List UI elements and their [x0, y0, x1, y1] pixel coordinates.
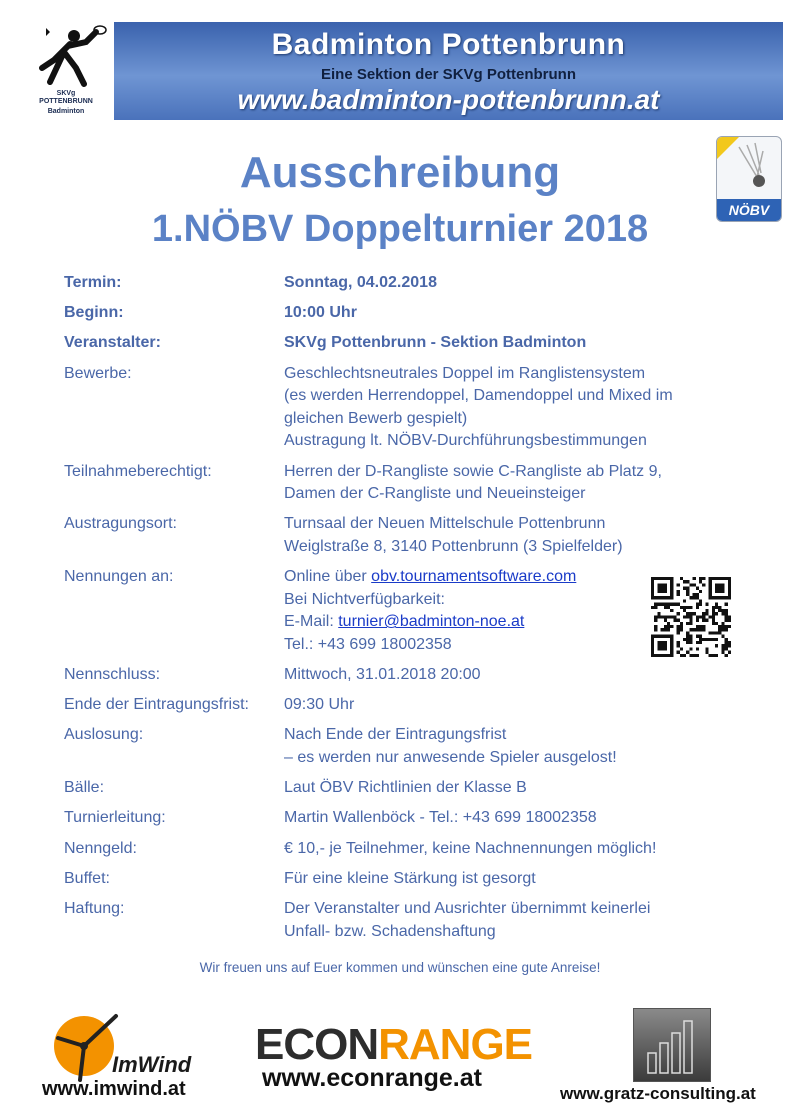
range-text: RANGE — [378, 1020, 533, 1069]
info-value-line: gleichen Bewerb gespielt) — [284, 409, 468, 427]
info-value-line: Für eine kleine Stärkung ist gesorgt — [284, 869, 536, 887]
fallback-text: Bei Nichtverfügbarkeit: — [284, 590, 445, 608]
info-value — [284, 272, 724, 295]
info-label: Turnierleitung: — [64, 809, 166, 827]
info-value — [284, 898, 724, 943]
info-value — [284, 302, 724, 325]
info-value-line: Sonntag, 04.02.2018 — [284, 274, 437, 291]
info-value-line: Turnsaal der Neuen Mittelschule Pottenbrunn — [284, 515, 606, 533]
info-row — [64, 868, 724, 891]
info-row — [64, 724, 724, 769]
econrange-logo — [255, 1020, 532, 1070]
info-value — [284, 807, 724, 830]
info-label: Buffet: — [64, 869, 110, 887]
info-row — [64, 694, 724, 717]
info-row-nennungen — [64, 566, 724, 656]
info-value-line: Nach Ende der Eintragungsfrist — [284, 726, 507, 744]
info-row — [64, 777, 724, 800]
info-label: Beginn: — [64, 304, 124, 322]
logo-line-1: SKVg — [56, 90, 76, 97]
club-logo — [18, 22, 114, 120]
page-title: Ausschreibung — [239, 148, 561, 197]
info-label: Bälle: — [64, 779, 105, 797]
info-row — [64, 807, 724, 830]
info-label: Bewerbe: — [64, 364, 132, 382]
tournament-software-link[interactable]: obv.tournamentsoftware.com — [371, 568, 577, 586]
info-row — [64, 513, 724, 558]
info-row — [64, 664, 724, 687]
gratz-logo — [633, 1008, 711, 1082]
econrange-url[interactable]: www.econrange.at — [262, 1064, 482, 1092]
club-website[interactable]: www.badminton-pottenbrunn.at — [237, 84, 660, 115]
info-label: Nenngeld: — [64, 839, 137, 857]
info-row — [64, 272, 724, 295]
info-value-line: Mittwoch, 31.01.2018 20:00 — [284, 666, 481, 684]
info-row — [64, 332, 724, 355]
info-label: Teilnahmeberechtigt: — [64, 462, 212, 480]
info-label: Austragungsort: — [64, 515, 177, 533]
info-value-line: Herren der D-Rangliste sowie C-Rangliste ab Platz 9, — [284, 462, 662, 480]
info-value — [284, 363, 724, 453]
qr-code[interactable] — [651, 577, 731, 657]
closing-text: Wir freuen uns auf Euer kommen und wünschen eine gute Anreise! — [199, 960, 601, 975]
info-value-line: SKVg Pottenbrunn - Sektion Badminton — [284, 334, 587, 352]
info-row — [64, 302, 724, 325]
info-label: Nennschluss: — [64, 666, 161, 684]
club-subtitle: Eine Sektion der SKVg Pottenbrunn — [320, 66, 577, 83]
info-value — [284, 838, 724, 861]
online-prefix: Online über — [284, 568, 372, 586]
info-value-line: Unfall- bzw. Schadenshaftung — [284, 922, 496, 940]
info-value-line: – es werden nur anwesende Spieler ausgelost! — [284, 749, 617, 767]
noebv-label: NÖBV — [717, 199, 781, 221]
info-value — [284, 724, 724, 769]
info-label: Nennungen an: — [64, 568, 174, 586]
badminton-player-icon — [24, 24, 108, 88]
info-value-line: Martin Wallenböck - Tel.: +43 699 18002358 — [284, 809, 597, 827]
bar-chart-icon — [634, 1009, 710, 1081]
info-value-line: 09:30 Uhr — [284, 696, 355, 714]
info-value — [284, 694, 724, 717]
info-value-line: 10:00 Uhr — [284, 304, 357, 322]
info-label: Termin: — [64, 274, 122, 291]
logo-line-2: POTTENBRUNN — [39, 98, 93, 105]
phone-text: Tel.: +43 699 18002358 — [284, 635, 452, 653]
info-value-line: Damen der C-Rangliste und Neueinsteiger — [284, 485, 586, 503]
tournament-title: 1.NÖBV Doppelturnier 2018 — [151, 208, 649, 250]
email-link[interactable]: turnier@badminton-noe.at — [338, 613, 525, 631]
info-value — [284, 868, 724, 891]
info-value-line: Geschlechtsneutrales Doppel im Ranglistensystem — [284, 364, 646, 382]
info-label: Ende der Eintragungsfrist: — [64, 696, 249, 714]
info-label: Auslosung: — [64, 726, 144, 744]
info-value — [284, 664, 724, 687]
info-label: Veranstalter: — [64, 334, 161, 352]
info-value — [284, 777, 724, 800]
info-value — [284, 332, 724, 355]
info-value-line: Austragung lt. NÖBV-Durchführungsbestimmungen — [284, 432, 647, 450]
info-value-line: (es werden Herrendoppel, Damendoppel und Mixed im — [284, 387, 673, 405]
header-banner — [18, 22, 783, 120]
tournament-info — [64, 272, 724, 951]
info-value-line: Laut ÖBV Richtlinien der Klasse B — [284, 779, 527, 797]
info-value-line: € 10,- je Teilnehmer, keine Nachnennungen möglich! — [284, 839, 657, 857]
imwind-name: ImWind — [112, 1052, 192, 1077]
info-label: Haftung: — [64, 899, 125, 917]
info-row — [64, 898, 724, 943]
info-row — [64, 363, 724, 453]
info-row — [64, 838, 724, 861]
info-value-line: Der Veranstalter und Ausrichter übernimmt keinerlei — [284, 899, 651, 917]
econ-text: ECON — [255, 1020, 379, 1069]
info-value — [284, 461, 724, 506]
email-prefix: E-Mail: — [284, 613, 339, 631]
info-value — [284, 513, 724, 558]
info-row — [64, 461, 724, 506]
club-name: Badminton Pottenbrunn — [271, 28, 626, 61]
gratz-url[interactable]: www.gratz-consulting.at — [560, 1084, 756, 1103]
info-value-line: Weiglstraße 8, 3140 Pottenbrunn (3 Spielfelder) — [284, 537, 623, 555]
imwind-url[interactable]: www.imwind.at — [42, 1078, 186, 1100]
logo-line-3: Badminton — [47, 108, 85, 115]
